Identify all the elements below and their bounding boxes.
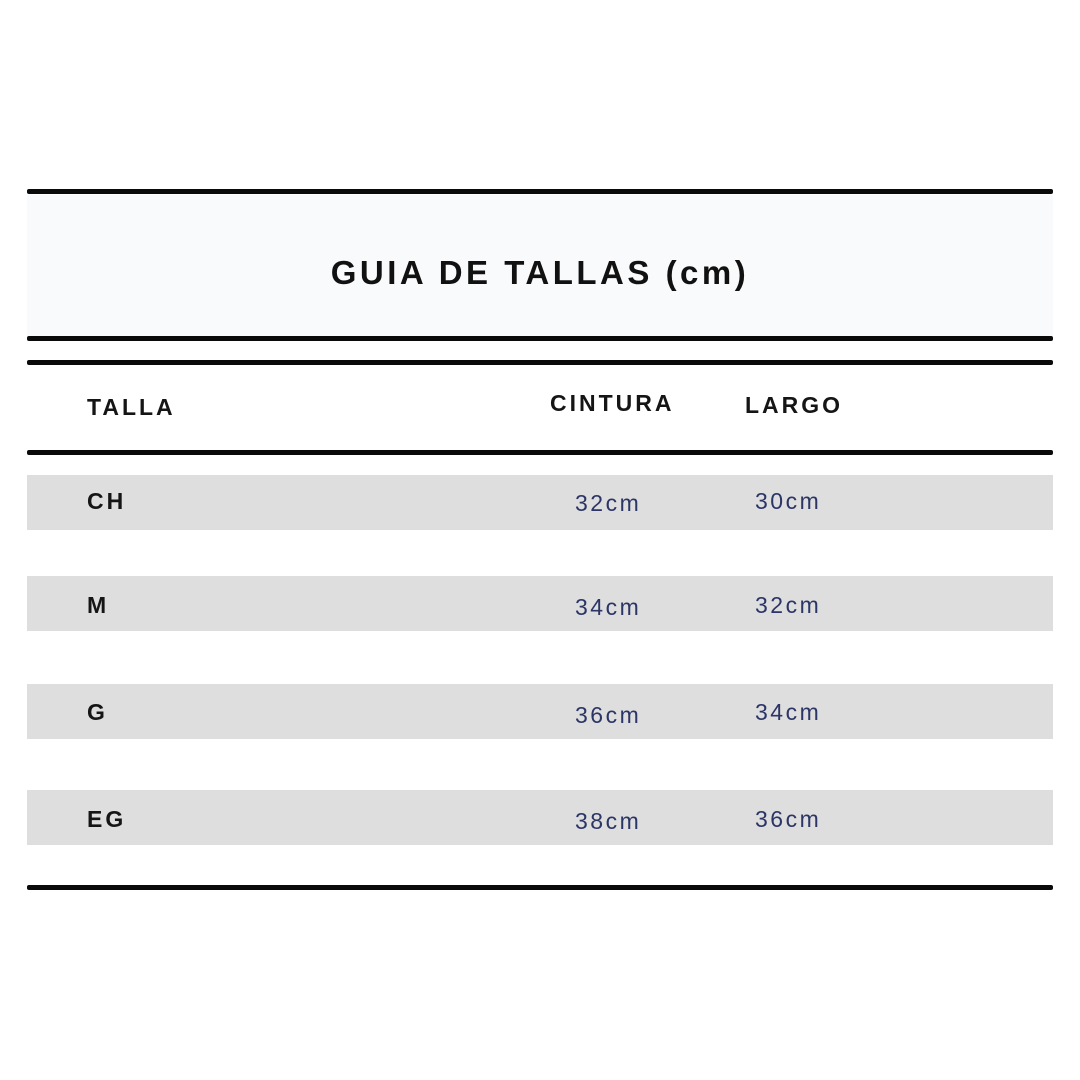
row-length-value: 34cm: [755, 699, 822, 725]
row-size-label: G: [87, 699, 108, 725]
row-band: [27, 684, 1053, 739]
top-divider: [27, 189, 1053, 194]
column-header-waist: CINTURA: [550, 390, 675, 416]
row-band: [27, 576, 1053, 631]
row-size-label: EG: [87, 806, 127, 832]
row-length-value: 32cm: [755, 592, 822, 618]
row-size-label: CH: [87, 488, 127, 514]
row-length-value: 30cm: [755, 488, 822, 514]
row-waist-value: 36cm: [575, 702, 642, 728]
header-bottom-divider: [27, 450, 1053, 455]
row-band: [27, 790, 1053, 845]
bottom-divider: [27, 885, 1053, 890]
row-length-value: 36cm: [755, 806, 822, 832]
row-size-label: M: [87, 592, 110, 618]
page-title: GUIA DE TALLAS (cm): [330, 254, 750, 291]
row-waist-value: 38cm: [575, 808, 642, 834]
row-waist-value: 34cm: [575, 594, 642, 620]
title-divider: [27, 336, 1053, 341]
column-header-size: TALLA: [87, 394, 176, 420]
row-waist-value: 32cm: [575, 490, 642, 516]
row-band: [27, 475, 1053, 530]
header-top-divider: [27, 360, 1053, 365]
column-header-length: LARGO: [745, 392, 844, 418]
